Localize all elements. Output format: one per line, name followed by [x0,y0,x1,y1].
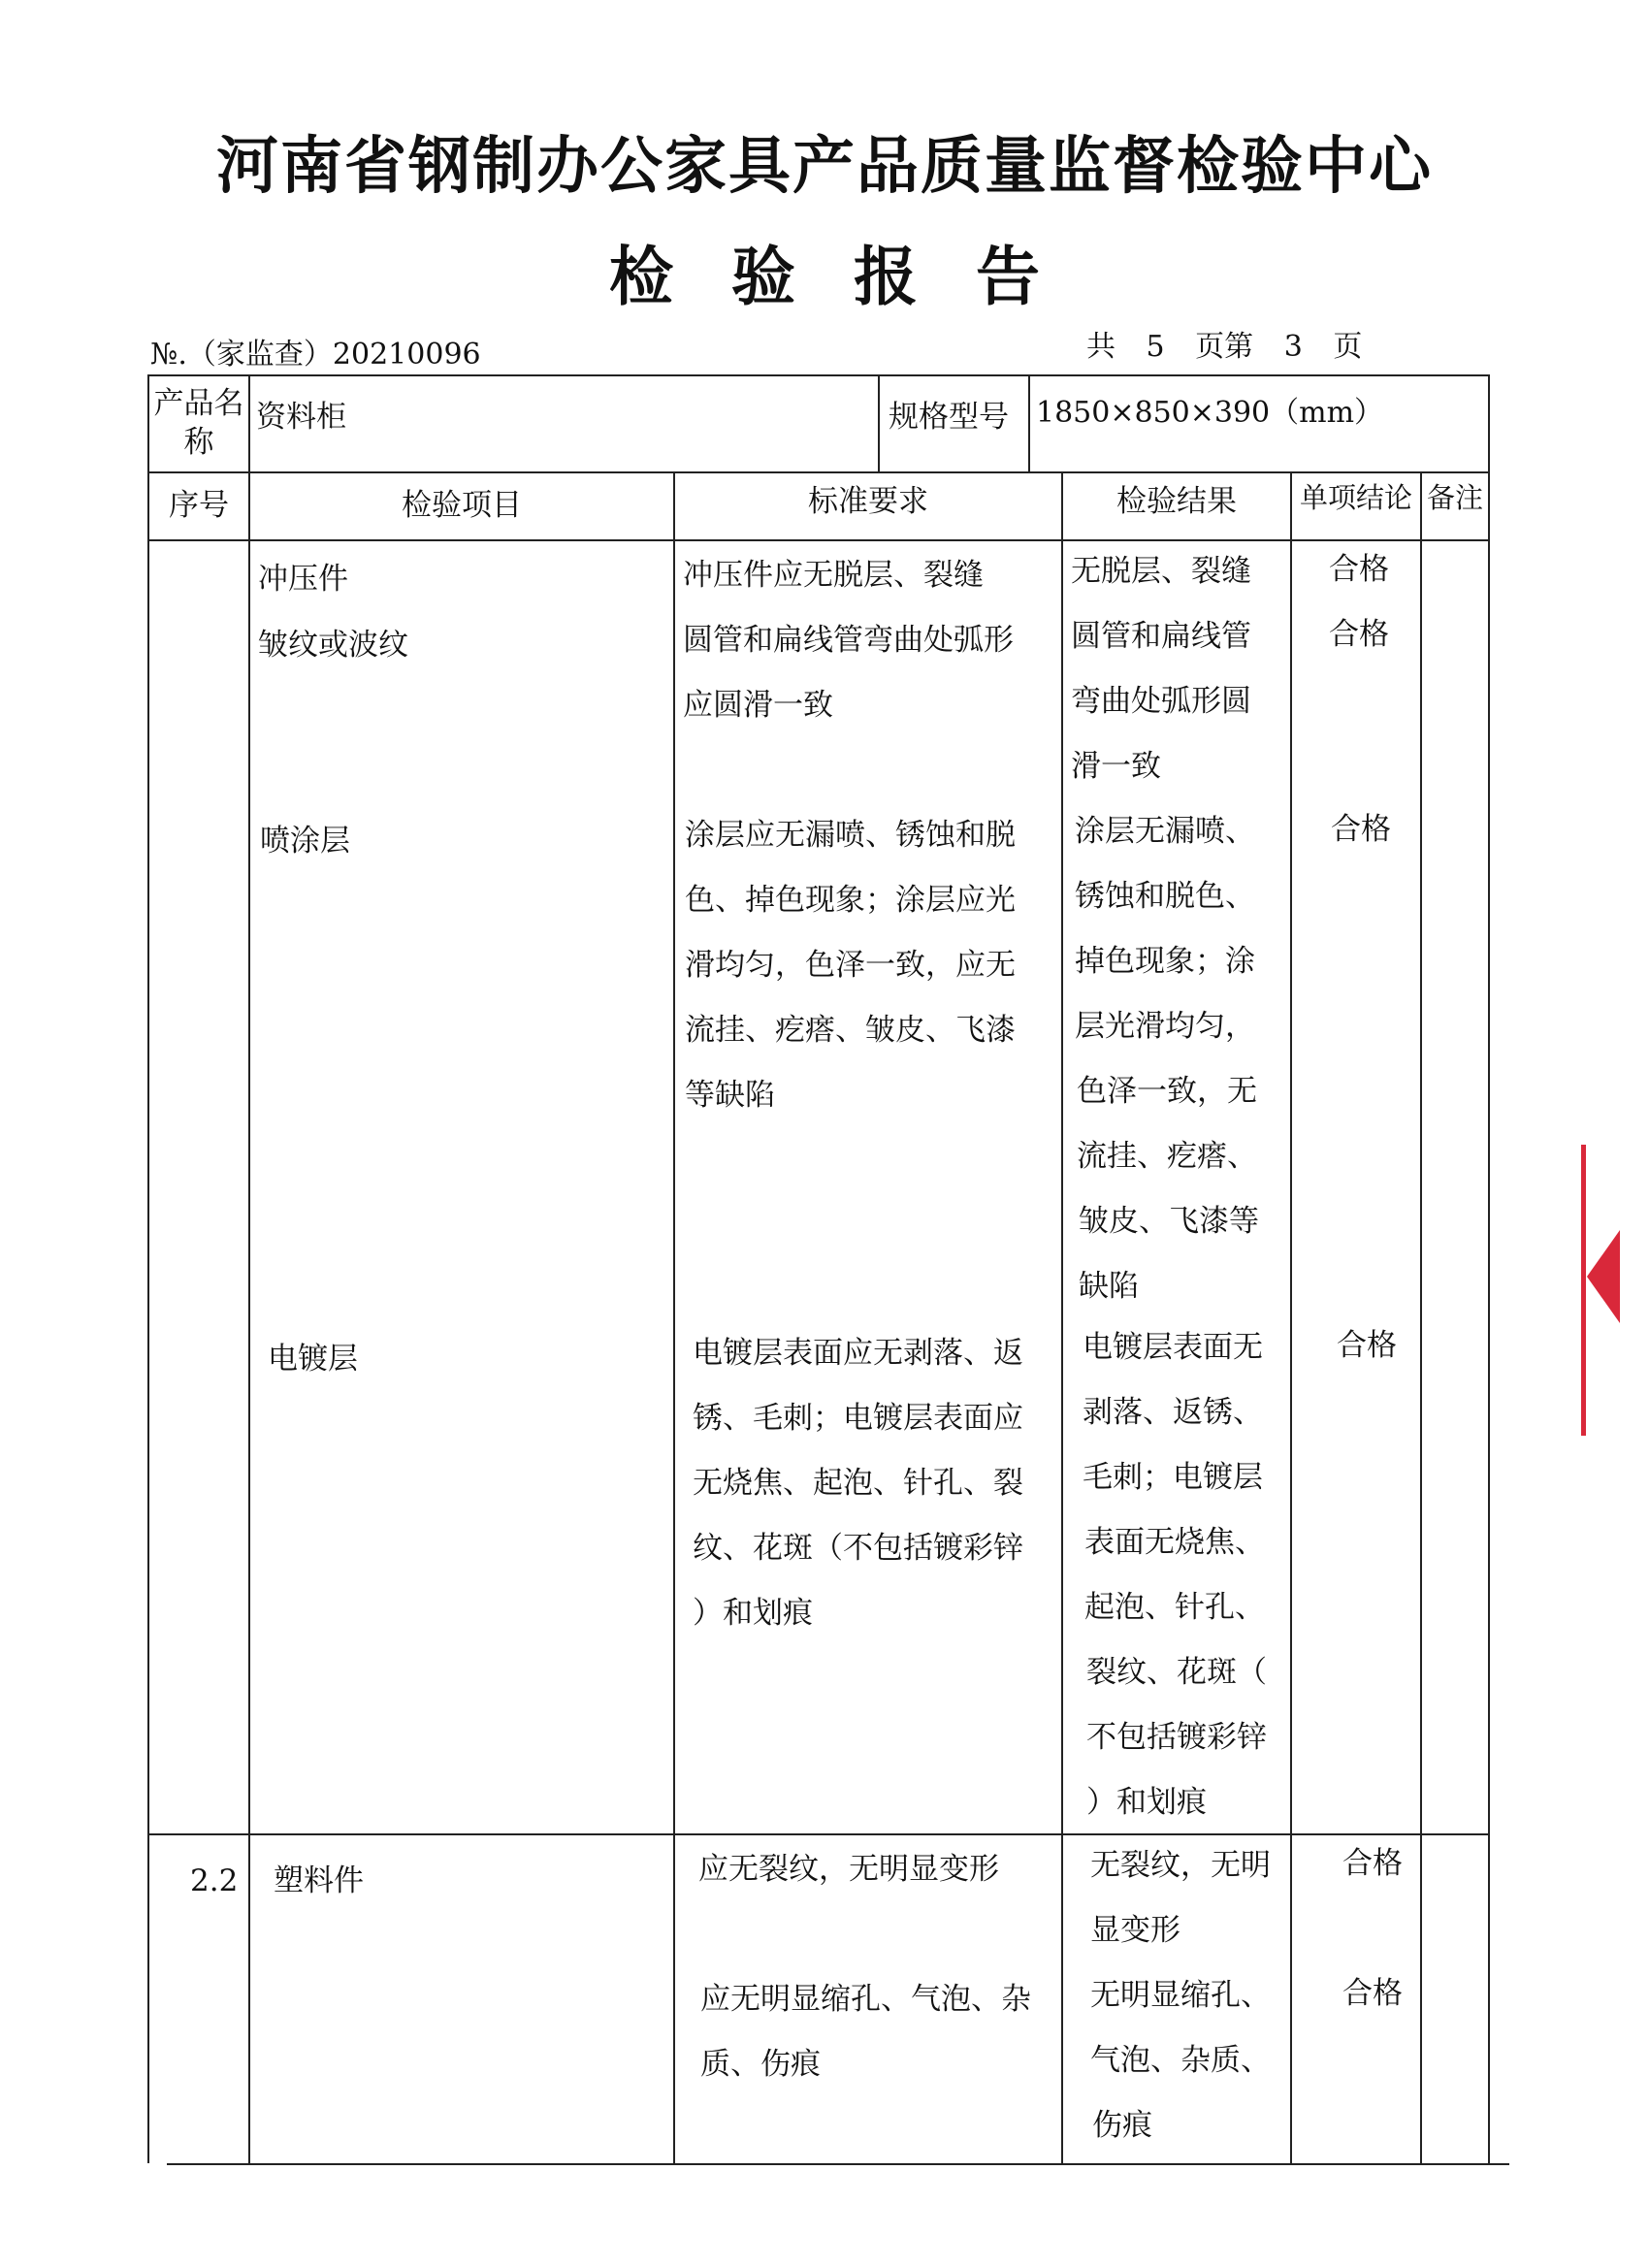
conclusion-stamping: 合格 [1329,552,1389,587]
result-line: 电镀层表面无 [1083,1330,1263,1365]
standard-line: 应无裂纹，无明显变形 [698,1852,999,1887]
result-line: 无明显缩孔、 [1090,1978,1271,2013]
result-line: 缺陷 [1079,1269,1139,1304]
col-header-item: 检验项目 [402,488,522,523]
standard-line: 滑均匀，色泽一致，应无 [685,948,1016,983]
result-line: 无裂纹，无明 [1090,1848,1271,1883]
col-header-remark: 备注 [1426,481,1483,514]
product-name-value: 资料柜 [256,400,346,435]
result-line: 流挂、疙瘩、 [1077,1139,1257,1174]
result-line: 伤痕 [1092,2108,1152,2143]
spec-label: 规格型号 [889,400,1009,435]
result-line: 显变形 [1090,1913,1180,1948]
standard-line: 流挂、疙瘩、皱皮、飞漆 [685,1013,1016,1048]
item-spray-coating: 喷涂层 [260,824,350,859]
result-line: 起泡、针孔、 [1084,1590,1265,1625]
result-line: 色泽一致，无 [1077,1074,1257,1109]
col-divider-seq [248,374,250,2163]
table-bottom-border [167,2163,1509,2165]
result-line: 皱皮、飞漆等 [1079,1204,1259,1239]
result-line: 掉色现象；涂 [1075,944,1255,979]
result-line: 表面无烧焦、 [1084,1525,1265,1560]
col-divider-item [673,471,675,2163]
standard-line: 应圆滑一致 [683,688,833,723]
result-line: 毛刺；电镀层 [1083,1460,1263,1495]
row-divider-section [147,1833,1490,1835]
result-line: 涂层无漏喷、 [1075,814,1255,849]
row-divider-header [147,539,1490,541]
conclusion-plastic-1: 合格 [1342,1846,1403,1881]
item-plastic: 塑料件 [274,1863,364,1898]
standard-line: 应无明显缩孔、气泡、杂 [700,1982,1031,2017]
conclusion-spray: 合格 [1331,812,1391,847]
item-electroplating: 电镀层 [268,1342,358,1377]
result-line: 层光滑均匀， [1075,1009,1255,1044]
col-divider-spec-label [878,374,880,471]
standard-line: 质、伤痕 [700,2047,821,2082]
col-divider-conclusion [1420,471,1422,2163]
item-wrinkle: 皱纹或波纹 [258,628,408,663]
standard-line: 电镀层表面应无剥落、返 [693,1336,1023,1371]
report-number: №.（家监查）20210096 [150,338,481,372]
result-line: 气泡、杂质、 [1090,2043,1271,2078]
org-title: 河南省钢制办公家具产品质量监督检验中心 [216,131,1433,203]
seq-2-2: 2.2 [190,1863,239,1898]
table-top-border [147,374,1490,376]
col-header-result: 检验结果 [1116,484,1237,519]
product-name-label: 产品名称 [153,386,244,460]
standard-line: 涂层应无漏喷、锈蚀和脱 [685,818,1016,853]
table-left-border [147,374,149,2163]
conclusion-electroplating: 合格 [1337,1328,1397,1363]
col-divider-spec-value [1028,374,1030,471]
result-line: 无脱层、裂缝 [1071,554,1251,589]
col-header-conclusion: 单项结论 [1299,481,1412,514]
doc-title: 检验报告 [609,240,1098,314]
standard-line: 等缺陷 [685,1078,775,1113]
col-divider-result [1290,471,1292,2163]
seal-star-icon [1587,1230,1620,1323]
standard-line: 纹、花斑（不包括镀彩锌 [693,1531,1023,1566]
standard-line: 圆管和扁线管弯曲处弧形 [683,623,1014,658]
result-line: 弯曲处弧形圆 [1071,684,1251,719]
result-line: 剥落、返锈、 [1083,1395,1263,1430]
result-line: 不包括镀彩锌 [1086,1720,1267,1755]
standard-line: ）和划痕 [693,1596,813,1631]
col-header-seq: 序号 [169,488,229,523]
standard-line: 无烧焦、起泡、针孔、裂 [693,1466,1023,1501]
table-right-border [1488,374,1490,2165]
conclusion-wrinkle: 合格 [1329,617,1389,652]
result-line: 滑一致 [1071,749,1161,784]
result-line: 锈蚀和脱色、 [1075,879,1255,914]
standard-line: 锈、毛刺；电镀层表面应 [693,1401,1023,1436]
item-stamping: 冲压件 [258,562,348,597]
spec-value: 1850×850×390（mm） [1036,396,1384,430]
standard-line: 色、掉色现象；涂层应光 [685,883,1016,918]
result-line: 裂纹、花斑（ [1086,1655,1267,1690]
result-line: ）和划痕 [1086,1785,1207,1820]
row-divider-product [147,471,1490,473]
conclusion-plastic-2: 合格 [1342,1976,1403,2011]
col-divider-standard [1061,471,1063,2163]
col-header-standard: 标准要求 [808,484,928,519]
standard-line: 冲压件应无脱层、裂缝 [683,558,984,593]
result-line: 圆管和扁线管 [1071,619,1251,654]
page-info: 共 5 页第 3 页 [1086,330,1363,364]
